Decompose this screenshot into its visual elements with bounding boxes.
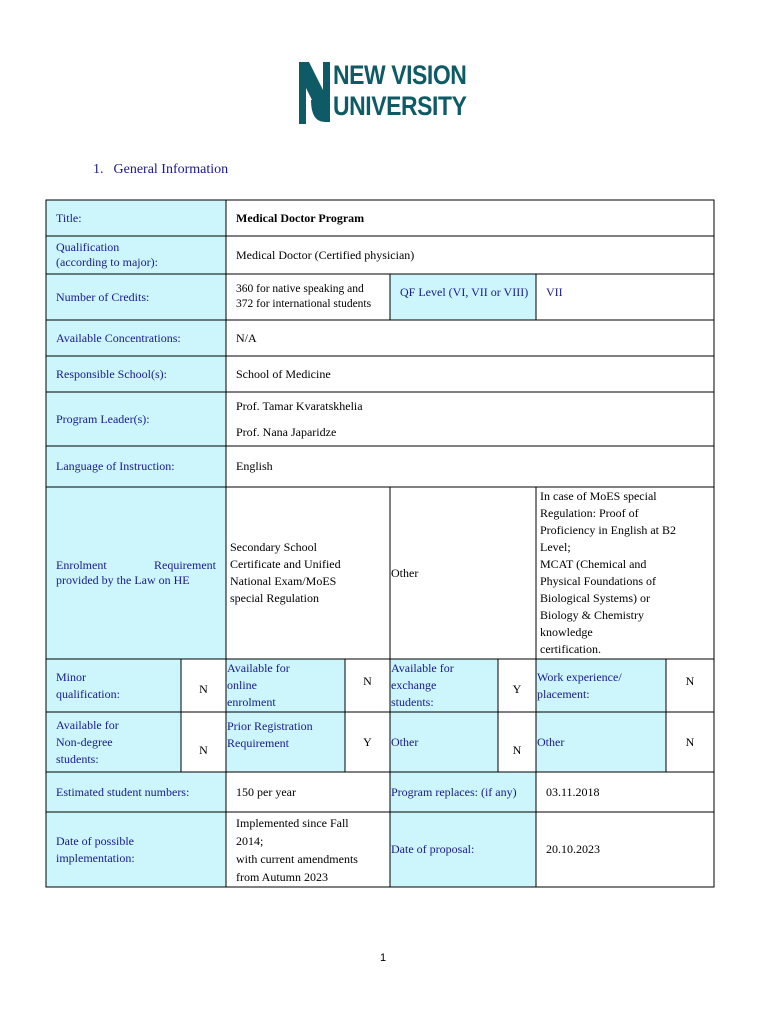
online-label-line-2: online	[227, 678, 257, 692]
nondegree-label-line-1: Available for	[56, 717, 119, 732]
enrolment-value-line-3: National Exam/MoES	[230, 574, 337, 588]
page-number: 1	[380, 952, 387, 964]
concentrations-label: Available Concentrations:	[46, 320, 226, 356]
exchange-label-line-2: exchange	[391, 678, 437, 692]
other-req-line-9: knowledge	[540, 625, 593, 639]
other-3-label: Other	[536, 712, 666, 772]
other-req-line-7: Biological Systems) or	[540, 591, 650, 605]
section-title: General Information	[113, 162, 229, 177]
implementation-value-line-4: from Autumn 2023	[236, 869, 328, 884]
enrolment-other-label: Other	[390, 487, 536, 659]
minor-qualification-value: N	[181, 659, 226, 712]
other-req-line-5: MCAT (Chemical and	[540, 557, 647, 571]
language-label: Language of Instruction:	[46, 446, 226, 487]
enrolment-value-line-2: Certificate and Unified	[230, 557, 341, 571]
enrolment-value-line-1: Secondary School	[230, 540, 317, 554]
leaders-label: Program Leader(s):	[46, 392, 226, 446]
title-label: Title:	[46, 200, 226, 236]
enrolment-label-word-2: Requirement	[154, 558, 216, 572]
enrolment-value-line-4: special Regulation	[230, 591, 319, 605]
other-2-label: Other	[390, 712, 498, 772]
minor-label-line-2: qualification:	[56, 686, 120, 701]
qualification-value: Medical Doctor (Certified physician)	[226, 236, 714, 274]
leader-2: Prof. Nana Japaridze	[236, 425, 337, 439]
prior-label-line-1: Prior Registration	[227, 719, 313, 733]
other-req-line-3: Proficiency in English at B2	[540, 523, 676, 537]
concentrations-value: N/A	[226, 320, 714, 356]
exchange-students-value: Y	[498, 659, 536, 712]
exchange-label-line-1: Available for	[391, 661, 454, 675]
other-3-value: N	[666, 712, 714, 772]
work-label-line-2: placement:	[537, 686, 590, 701]
nondegree-label-line-2: Non-degree	[56, 734, 113, 749]
qf-level-value: VII	[536, 274, 714, 320]
implementation-value-line-1: Implemented since Fall	[236, 815, 349, 830]
student-numbers-label: Estimated student numbers:	[46, 772, 226, 812]
proposal-date-value: 20.10.2023	[536, 812, 714, 887]
other-2-value: N	[498, 712, 536, 772]
title-value: Medical Doctor Program	[226, 200, 714, 236]
logo-line-1: NEW VISION	[333, 60, 467, 90]
prior-registration-value: Y	[345, 712, 390, 772]
work-label-line-1: Work experience/	[537, 669, 622, 684]
logo-line-2: UNIVERSITY	[333, 91, 467, 121]
implementation-value-line-3: with current amendments	[236, 851, 358, 866]
other-req-line-8: Biology & Chemistry	[540, 608, 645, 622]
proposal-date-label: Date of proposal:	[390, 812, 536, 887]
program-replaces-label: Program replaces: (if any)	[390, 772, 536, 812]
enrolment-label-line-2: provided by the Law on HE	[56, 573, 190, 587]
leader-1: Prof. Tamar Kvaratskhelia	[236, 399, 363, 413]
credits-value-line-2: 372 for international students	[236, 298, 372, 310]
other-req-line-1: In case of MoES special	[540, 489, 657, 503]
prior-label-line-2: Requirement	[227, 736, 289, 750]
nondegree-label-line-3: students:	[56, 751, 99, 766]
enrolment-label-word-1: Enrolment	[56, 558, 107, 572]
non-degree-value: N	[181, 712, 226, 772]
qf-level-label: QF Level (VI, VII or VIII)	[390, 274, 536, 320]
other-req-line-2: Regulation: Proof of	[540, 506, 639, 520]
credits-value-line-1: 360 for native speaking and	[236, 283, 364, 295]
implementation-value-line-2: 2014;	[236, 833, 264, 848]
school-label: Responsible School(s):	[46, 356, 226, 392]
language-value: English	[226, 446, 714, 487]
minor-label-line-1: Minor	[56, 669, 86, 684]
other-req-line-4: Level;	[540, 540, 571, 554]
qualification-label-line-1: Qualification	[56, 240, 120, 254]
section-number: 1.	[93, 162, 104, 177]
qualification-label-line-2: (according to major):	[56, 255, 158, 269]
exchange-label-line-3: students:	[391, 695, 434, 709]
other-req-line-10: certification.	[540, 642, 601, 656]
other-req-line-6: Physical Foundations of	[540, 574, 656, 588]
work-experience-value: N	[666, 659, 714, 712]
student-numbers-value: 150 per year	[226, 772, 390, 812]
program-replaces-value: 03.11.2018	[536, 772, 714, 812]
online-label-line-1: Available for	[227, 661, 290, 675]
implementation-label-line-1: Date of possible	[56, 833, 134, 848]
online-label-line-3: enrolment	[227, 695, 276, 709]
credits-label: Number of Credits:	[46, 274, 226, 320]
implementation-label-line-2: implementation:	[56, 850, 135, 865]
school-value: School of Medicine	[226, 356, 714, 392]
online-enrolment-value: N	[345, 659, 390, 712]
